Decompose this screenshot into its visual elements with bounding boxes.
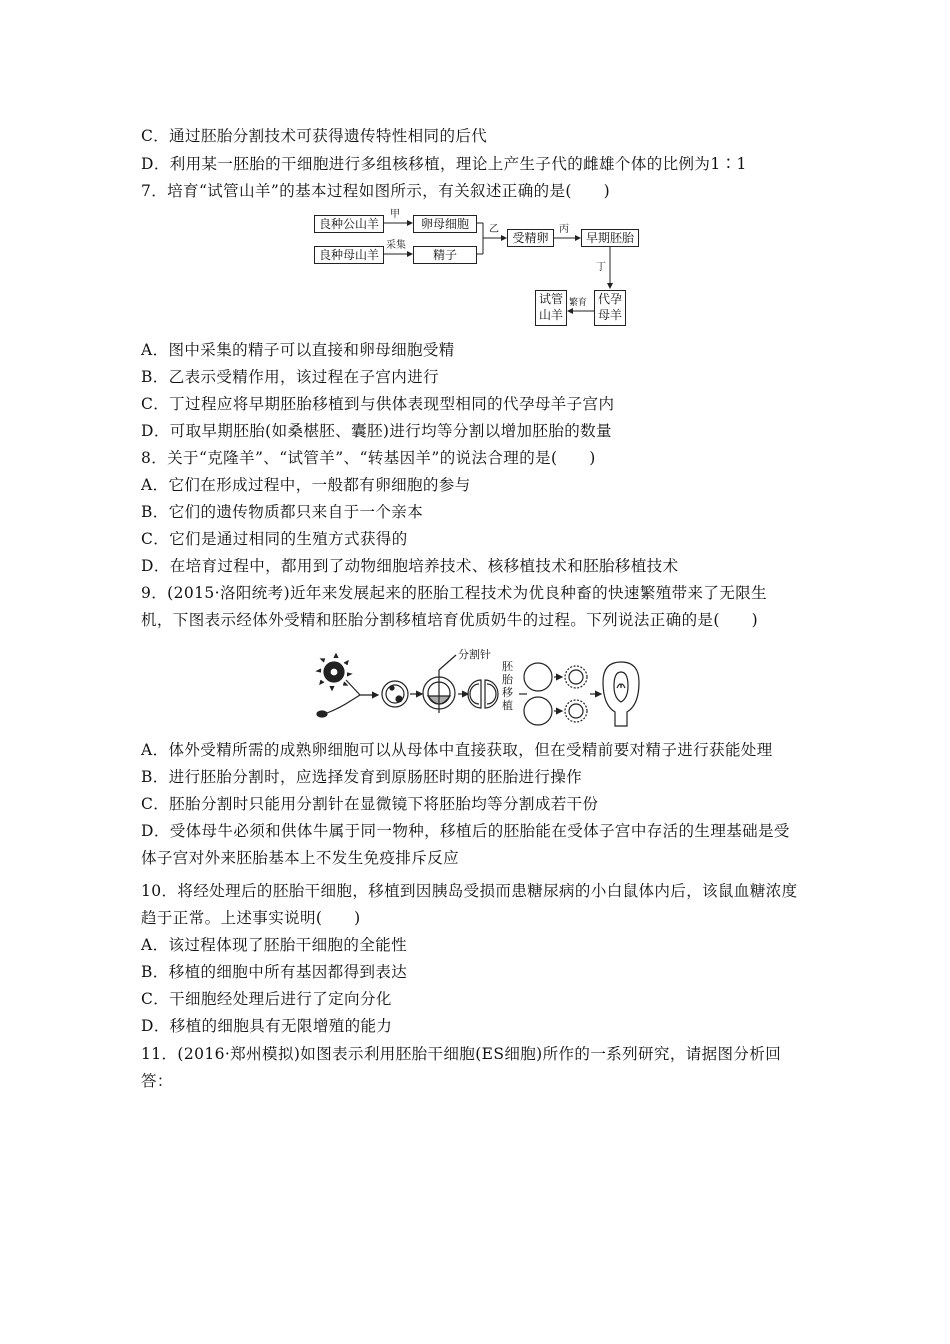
- label-fanyu: 繁育: [569, 298, 588, 308]
- text-line: 机，下图表示经体外受精和胚胎分割移植培育优质奶牛的过程。下列说法正确的是( ): [141, 611, 759, 629]
- text-line: D．利用某一胚胎的干细胞进行多组核移植，理论上产生子代的雌雄个体的比例为1∶1: [141, 155, 747, 173]
- text-line: C．通过胚胎分割技术可获得遗传特性相同的后代: [141, 127, 488, 145]
- text-line: A．体外受精所需的成熟卵细胞可以从母体中直接获取，但在受精前要对精子进行获能处理: [141, 741, 773, 759]
- text-line: 8．关于“克隆羊”、“试管羊”、“转基因羊”的说法合理的是( ): [141, 449, 596, 467]
- text-line: C．丁过程应将早期胚胎移植到与供体表现型相同的代孕母羊子宫内: [141, 395, 615, 413]
- text-line: B．它们的遗传物质都只来自于一个亲本: [141, 503, 424, 521]
- text-line: 趋于正常。上述事实说明( ): [141, 909, 361, 927]
- text-line: 10．将经处理后的胚胎干细胞，移植到因胰岛受损而患糖尿病的小白鼠体内后，该鼠血糖浓度: [141, 882, 798, 900]
- box-zygote: 受精卵: [507, 229, 554, 247]
- text-line: 11．(2016·郑州模拟)如图表示利用胚胎干细胞(ES细胞)所作的一系列研究，请据图分析回: [141, 1045, 782, 1063]
- box-ewe: 良种母山羊: [314, 246, 384, 264]
- text-line: C．它们是通过相同的生殖方式获得的: [141, 530, 408, 548]
- text-line: D．移植的细胞具有无限增殖的能力: [141, 1017, 393, 1035]
- text-line: 9．(2015·洛阳统考)近年来发展起来的胚胎工程技术为优良种畜的快速繁殖带来了无限生: [141, 584, 768, 602]
- text-line: A．图中采集的精子可以直接和卵母细胞受精: [141, 341, 455, 359]
- label-yi: 乙: [489, 224, 499, 235]
- box-ram: 良种公山羊: [314, 215, 384, 233]
- text-line: B．乙表示受精作用，该过程在子宫内进行: [141, 368, 439, 386]
- label-needle: 分割针: [458, 648, 491, 661]
- box-surrogate: 代孕母羊: [594, 290, 626, 326]
- box-embryo: 早期胚胎: [581, 229, 639, 247]
- text-line: D．在培育过程中，都用到了动物细胞培养技术、核移植技术和胚胎移植技术: [141, 557, 679, 575]
- text-line: C．胚胎分割时只能用分割针在显微镜下将胚胎均等分割成若干份: [141, 795, 599, 813]
- label-bing: 丙: [559, 224, 569, 235]
- text-line: A．该过程体现了胚胎干细胞的全能性: [141, 936, 407, 954]
- text-line: C．干细胞经处理后进行了定向分化: [141, 990, 392, 1008]
- text-line: 7．培育“试管山羊”的基本过程如图所示，有关叙述正确的是( ): [141, 182, 611, 200]
- text-line: B．移植的细胞中所有基因都得到表达: [141, 963, 408, 981]
- box-sperm: 精子: [413, 246, 477, 264]
- label-embryo-transfer: 胚胎移植: [502, 660, 513, 712]
- label-jia: 甲: [390, 209, 400, 220]
- text-line: D．受体母牛必须和供体牛属于同一物种，移植后的胚胎能在受体子宫中存活的生理基础是受: [141, 822, 790, 840]
- text-line: A．它们在形成过程中，一般都有卵细胞的参与: [141, 476, 471, 494]
- label-caiji: 采集: [386, 240, 406, 251]
- box-kid: 试管山羊: [535, 290, 567, 326]
- text-line: B．进行胚胎分割时，应选择发育到原肠胚时期的胚胎进行操作: [141, 768, 583, 786]
- text-line: 体子宫对外来胚胎基本上不发生免疫排斥反应: [141, 849, 460, 867]
- box-oocyte: 卵母细胞: [413, 215, 477, 233]
- label-ding: 丁: [596, 262, 606, 273]
- text-line: D．可取早期胚胎(如桑椹胚、囊胚)进行均等分割以增加胚胎的数量: [141, 422, 612, 440]
- text-line: 答：: [141, 1072, 173, 1090]
